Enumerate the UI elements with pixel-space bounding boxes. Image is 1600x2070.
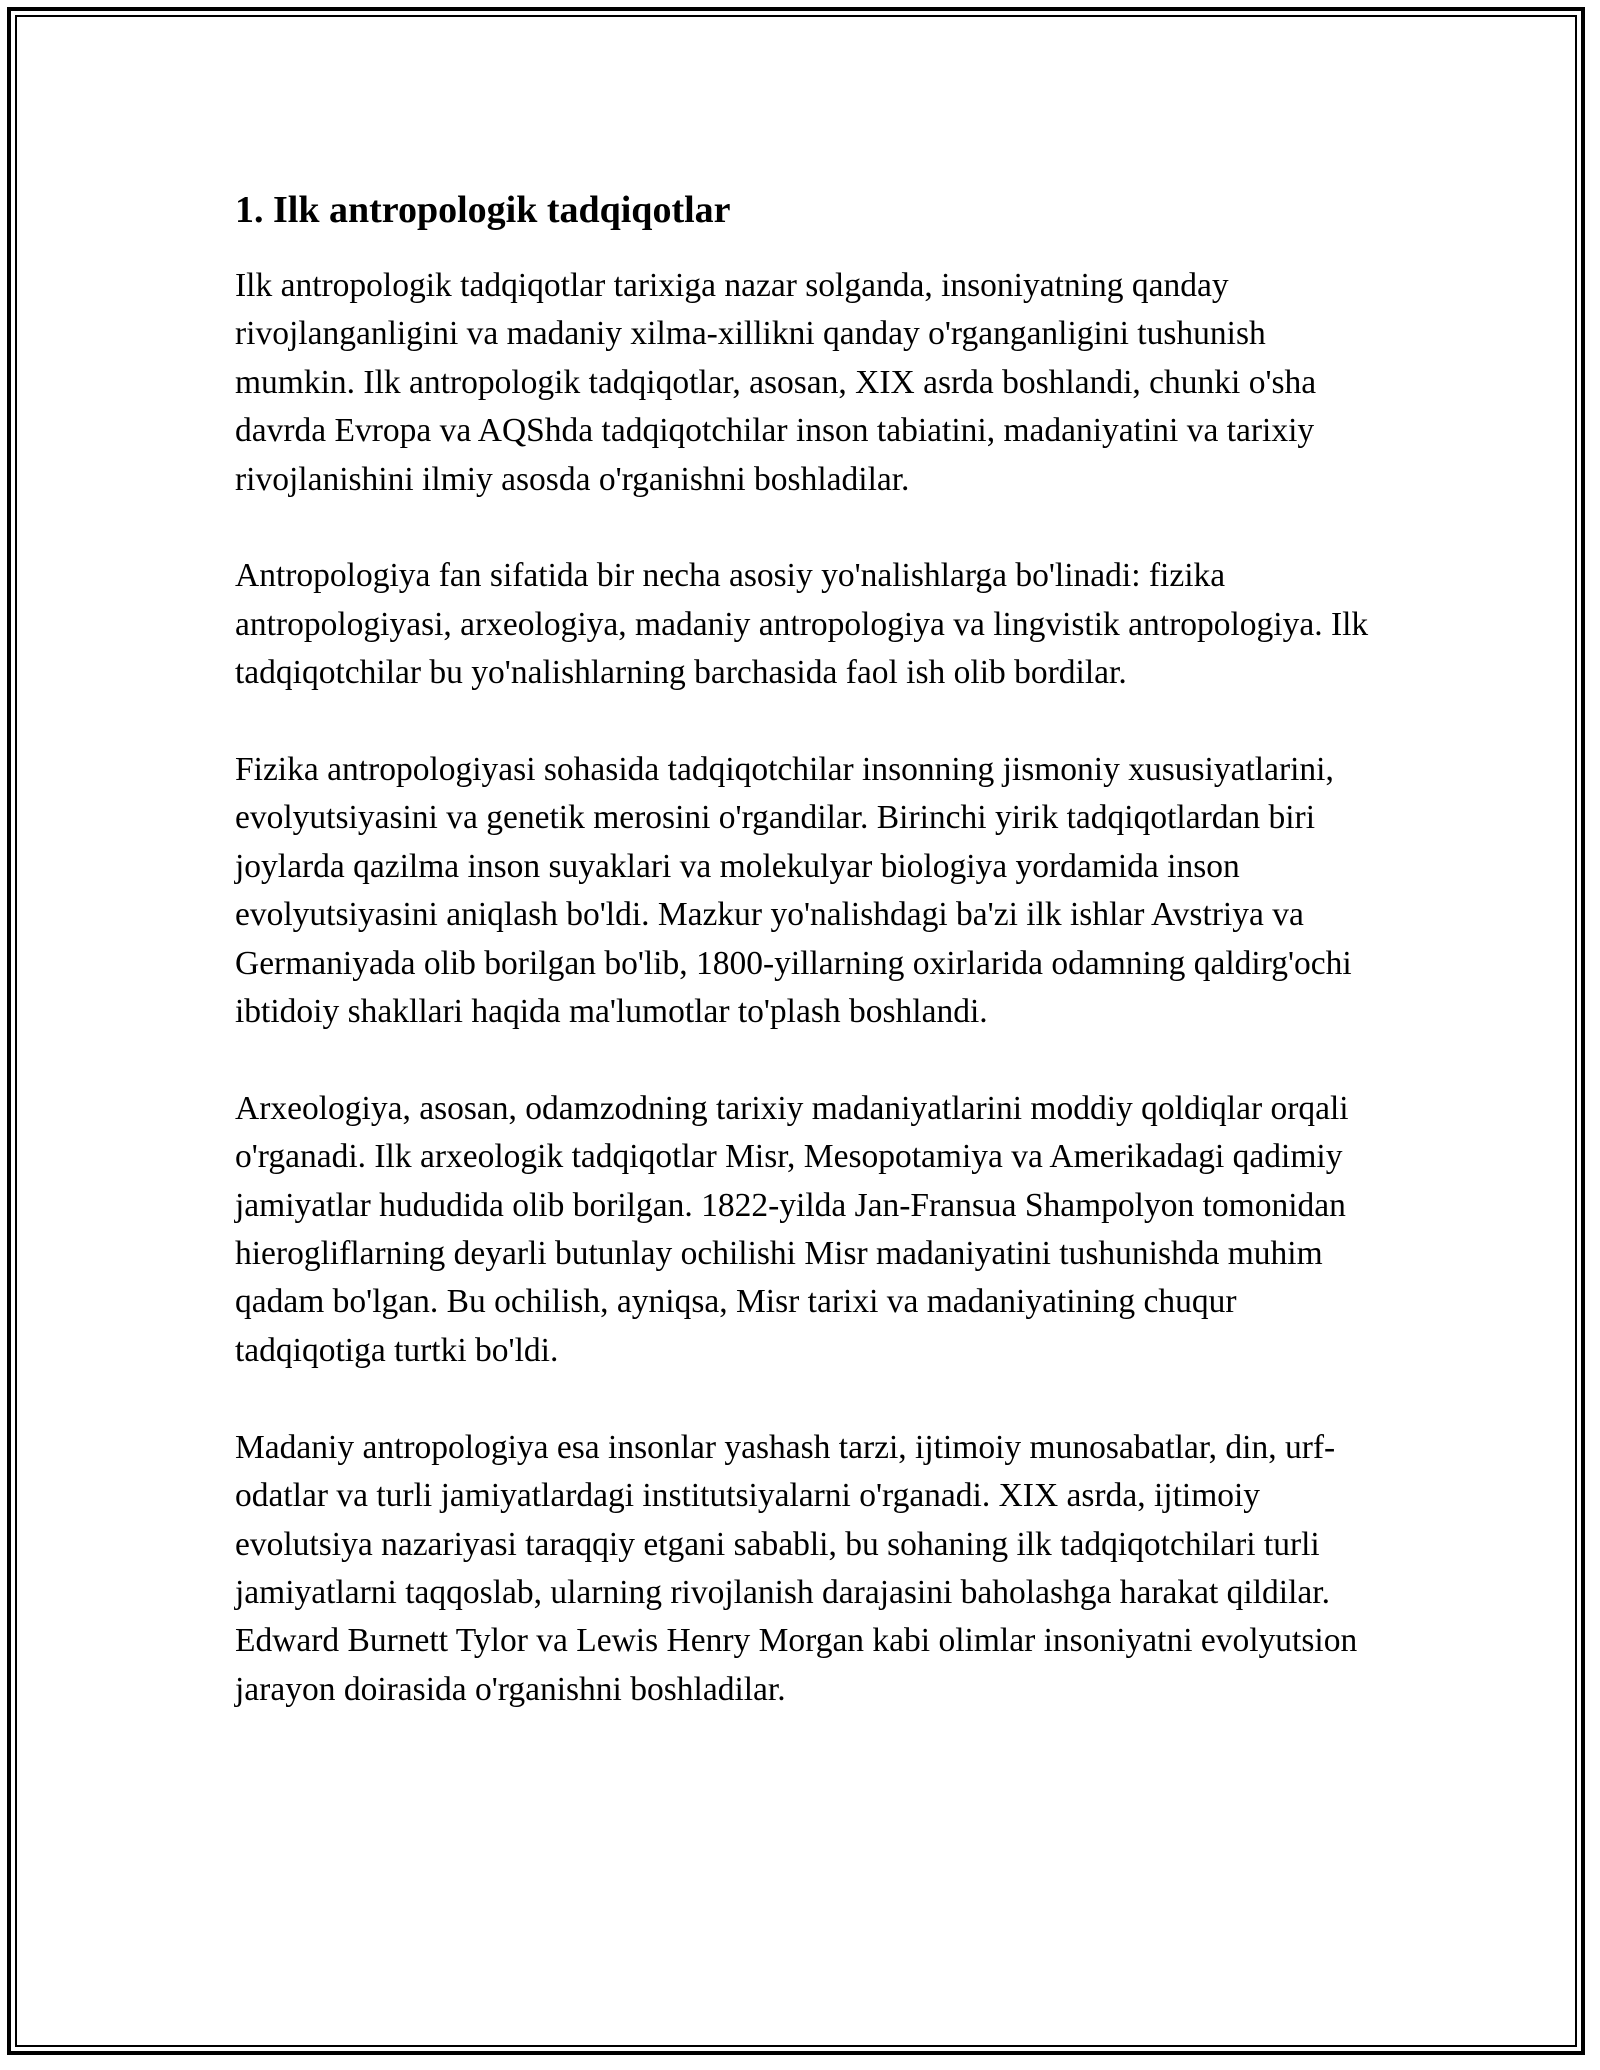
document-body (235, 186, 1370, 1763)
paragraph-intro: Ilk antropologik tadqiqotlar tarixiga nazar solganda, insoniyatning qanday rivojlanganligini va madaniy xilma-xillikni qanday o'rganganligini tushunish mumkin. Ilk antropologik tadqiqotlar, asosan, XIX asrda boshlandi, chunki o'sha davrda Evropa va AQShda tadqiqotchilar inson tabiatini, madaniyatini va tarixiy rivojlanishini ilmiy asosda o'rganishni boshladilar. (235, 267, 1317, 498)
paragraph-cultural-anthropology: Madaniy antropologiya esa insonlar yashash tarzi, ijtimoiy munosabatlar, din, urf-odatlar va turli jamiyatlardagi institutsiyalarni o'rganadi. XIX asrda, ijtimoiy evolutsiya nazariyasi taraqqiy etgani sababli, bu sohaning ilk tadqiqotchilari turli jamiyatlarni taqqoslab, ularning rivojlanish darajasini baholashga harakat qildilar. Edward Burnett Tylor va Lewis Henry Morgan kabi olimlar insoniyatni evolyutsion jarayon doirasida o'rganishni boshladilar. (235, 1428, 1358, 1708)
paragraph-physical-anthropology: Fizika antropologiyasi sohasida tadqiqotchilar insonning jismoniy xususiyatlarini, evolyutsiyasini va genetik merosini o'rgandilar. Birinchi yirik tadqiqotlardan biri joylarda qazilma inson suyaklari va molekulyar biologiya yordamida inson evolyutsiyasini aniqlash bo'ldi. Mazkur yo'nalishdagi ba'zi ilk ishlar Avstriya va Germaniyada olib borilgan bo'lib, 1800-yillarning oxirlarida odamning qaldirg'ochi ibtidoiy shakllari haqida ma'lumotlar to'plash boshlandi. (235, 751, 1352, 1031)
section-heading: 1. Ilk antropologik tadqiqotlar (235, 189, 731, 231)
paragraph-branches: Antropologiya fan sifatida bir necha asosiy yo'nalishlarga bo'linadi: fizika antropologiyasi, arxeologiya, madaniy antropologiya va lingvistik antropologiya. Ilk tadqiqotchilar bu yo'nalishlarning barchasida faol ish olib bordilar. (235, 557, 1369, 692)
paragraph-archaeology: Arxeologiya, asosan, odamzodning tarixiy madaniyatlarini moddiy qoldiqlar orqali o'rganadi. Ilk arxeologik tadqiqotlar Misr, Mesopotamiya va Amerikadagi qadimiy jamiyatlar hududida olib borilgan. 1822-yilda Jan-Fransua Shampolyon tomonidan hierogliflarning deyarli butunlay ochilishi Misr madaniyatini tushunishda muhim qadam bo'lgan. Bu ochilish, ayniqsa, Misr tarixi va madaniyatining chuqur tadqiqotiga turtki bo'ldi. (235, 1089, 1349, 1369)
